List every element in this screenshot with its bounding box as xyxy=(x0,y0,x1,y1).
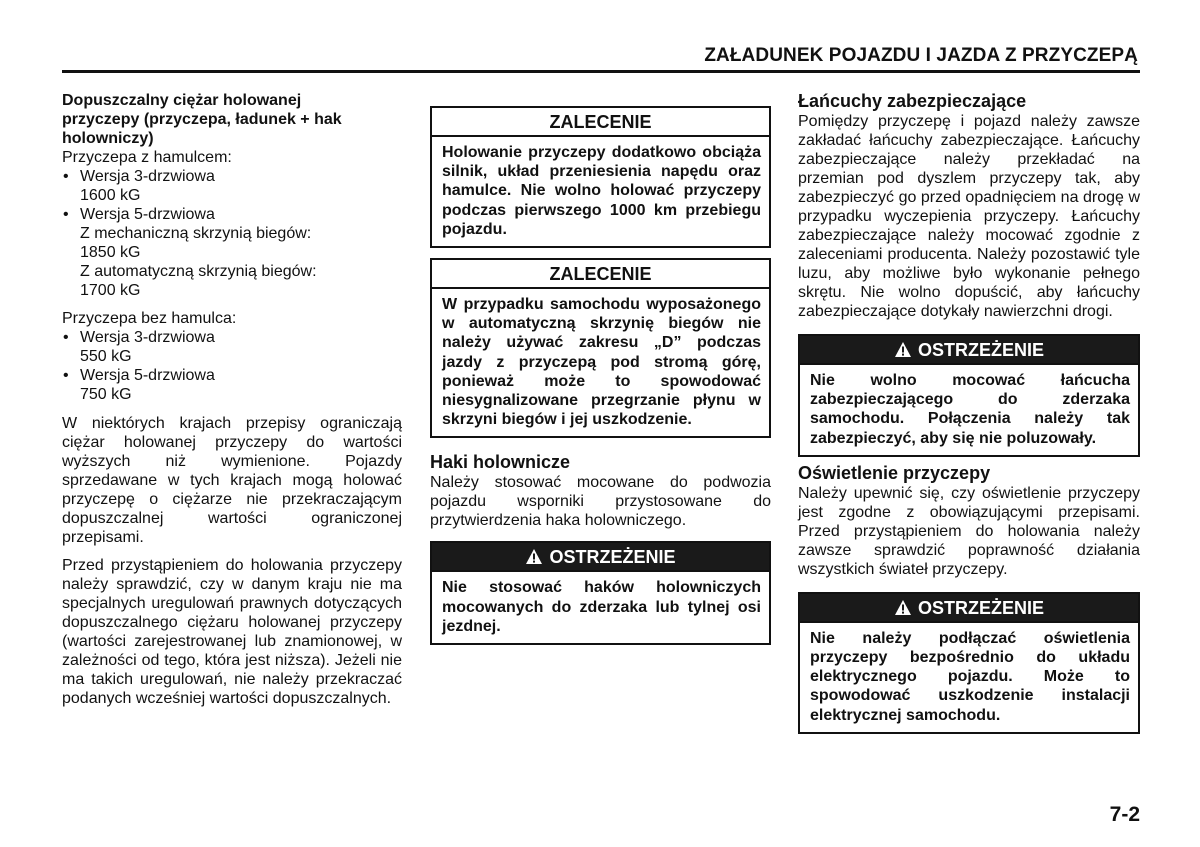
notice-title: ZALECENIE xyxy=(432,108,769,137)
list-item-value: 1600 kG xyxy=(80,187,141,204)
notice-box-break-in xyxy=(430,106,771,248)
column-chains-lights xyxy=(798,91,1140,734)
heading-line: Dopuszczalny ciężar holowanej xyxy=(62,92,302,109)
warning-triangle-icon xyxy=(894,599,912,616)
warning-triangle-icon xyxy=(525,548,543,565)
warning-header xyxy=(800,594,1138,623)
tow-hitches-text: Należy stosować mocowane do podwozia pojazdu wsporniki przystosowane do przytwierdzenia haka holowniczego. xyxy=(430,474,771,530)
towing-weight-heading xyxy=(62,91,402,148)
list-item xyxy=(62,328,402,366)
warning-box-hitch-mounting xyxy=(430,541,771,645)
list-item-value: 750 kG xyxy=(80,386,132,403)
warning-text: Nie stosować haków holowniczych mocowanych do zderzaka lub tylnej osi jezdnej. xyxy=(442,579,761,635)
page-number: 7-2 xyxy=(1109,803,1140,826)
list-item-value: Z automatyczną skrzynią biegów: xyxy=(80,263,317,280)
paragraph-country-limits: W niektórych krajach przepisy ograniczają ciężar holowanej przyczepy do wartości wyższych niż wymienione. Pojazdy sprzedawane w tych krajach mogą holować przyczepę o ciężarze nie przekraczającym dopuszczalnej wartości ograniczonej przepisami. xyxy=(62,415,402,546)
warning-box-chain-bumper xyxy=(798,334,1140,457)
warning-text: Nie wolno mocować łańcucha zabezpieczającego do zderzaka samochodu. Połączenia należy tak zabezpieczyć, aby się nie poluzowały. xyxy=(810,372,1130,447)
notice-title: ZALECENIE xyxy=(432,260,769,289)
notice-text: W przypadku samochodu wyposażonego w automatyczną skrzynię biegów nie należy używać zakresu „D” podczas jazdy z przyczepą pod stromą górę, ponieważ może to spowodować niesygnalizowane przegrzanie płynu w skrzyni biegów i jej uszkodzenie. xyxy=(442,296,761,429)
list-item-label: • Wersja 3-drzwiowa xyxy=(80,168,215,185)
list-item-value: Z mechaniczną skrzynią biegów: xyxy=(80,225,312,242)
list-item-label: • Wersja 5-drzwiowa xyxy=(80,367,215,384)
paragraph-check-regulations: Przed przystąpieniem do holowania przyczepy należy sprawdzić, czy w danym kraju nie ma specjalnych uregulowań prawnych dotyczących dopuszczalnego ciężaru holowanej przyczepy (wartości zarejestrowanej lub znamionowej, w zależności od tego, która jest niższa). Jeżeli nie ma takich uregulowań, nie należy przekraczać podanych wcześniej wartości dopuszczalnych. xyxy=(62,557,402,707)
warning-title: OSTRZEŻENIE xyxy=(917,340,1044,360)
list-item-value: 550 kG xyxy=(80,348,132,365)
braked-list xyxy=(62,167,402,300)
section-heading-safety-chains: Łańcuchy zabezpieczające xyxy=(798,91,1027,111)
heading-line: holowniczy) xyxy=(62,130,154,147)
warning-triangle-icon xyxy=(894,341,912,358)
column-towing-weight xyxy=(62,91,402,708)
warning-header xyxy=(800,336,1138,365)
unbraked-list xyxy=(62,328,402,404)
list-item xyxy=(62,167,402,205)
list-item xyxy=(62,366,402,404)
warning-header xyxy=(432,543,769,572)
list-item-value: 1850 kG xyxy=(80,244,141,261)
warning-box-lights-wiring xyxy=(798,592,1140,734)
list-item-label: • Wersja 3-drzwiowa xyxy=(80,329,215,346)
notice-box-automatic-gearbox xyxy=(430,258,771,438)
warning-title: OSTRZEŻENIE xyxy=(917,597,1044,618)
unbraked-label: Przyczepa bez hamulca: xyxy=(62,310,237,327)
notice-text: Holowanie przyczepy dodatkowo obciąża silnik, układ przeniesienia napędu oraz hamulce. Nie wolno holować przyczepy podczas pierwszego 1000 km przebiegu pojazdu. xyxy=(442,144,761,238)
braked-label: Przyczepa z hamulcem: xyxy=(62,149,232,166)
trailer-lights-text: Należy upewnić się, czy oświetlenie przyczepy jest zgodne z obowiązującymi przepisami. Przed przystąpieniem do holowania należy zawsze sprawdzić poprawność działania wszystkich świateł przyczepy. xyxy=(798,484,1140,578)
section-heading-tow-hitches: Haki holownicze xyxy=(430,452,571,473)
column-notices xyxy=(430,106,771,645)
header-divider xyxy=(62,70,1140,73)
section-heading-trailer-lights: Oświetlenie przyczepy xyxy=(798,462,991,483)
safety-chains-text: Pomiędzy przyczepę i pojazd należy zawsze zakładać łańcuchy zabezpieczające. Łańcuchy zabezpieczające należy przekładać na przemian pod dyszlem przyczepy tak, aby zabezpieczyć go przed opadnięciem na drogę w przypadku wyczepienia przyczepy. Łańcuchy zabezpieczające należy mocować zgodnie z zaleceniami producenta. Należy pozostawić tyle luzu, aby możliwe było wykonanie pełnego skrętu. Nie wolno dopuścić, aby łańcuchy zabezpieczające dotykały nawierzchni drogi. xyxy=(798,113,1140,320)
warning-title: OSTRZEŻENIE xyxy=(549,547,676,568)
heading-line: przyczepy (przyczepa, ładunek + hak xyxy=(62,111,342,128)
list-item-label: • Wersja 5-drzwiowa xyxy=(80,206,215,223)
warning-text: Nie należy podłączać oświetlenia przyczepy bezpośrednio do układu elektrycznego pojazdu. Może to spowodować uszkodzenie instalacji elektrycznej samochodu. xyxy=(810,629,1130,724)
header-title: ZAŁADUNEK POJAZDU I JAZDA Z PRZYCZEPĄ xyxy=(704,45,1138,66)
list-item xyxy=(62,205,402,300)
list-item-value: 1700 kG xyxy=(80,282,141,299)
